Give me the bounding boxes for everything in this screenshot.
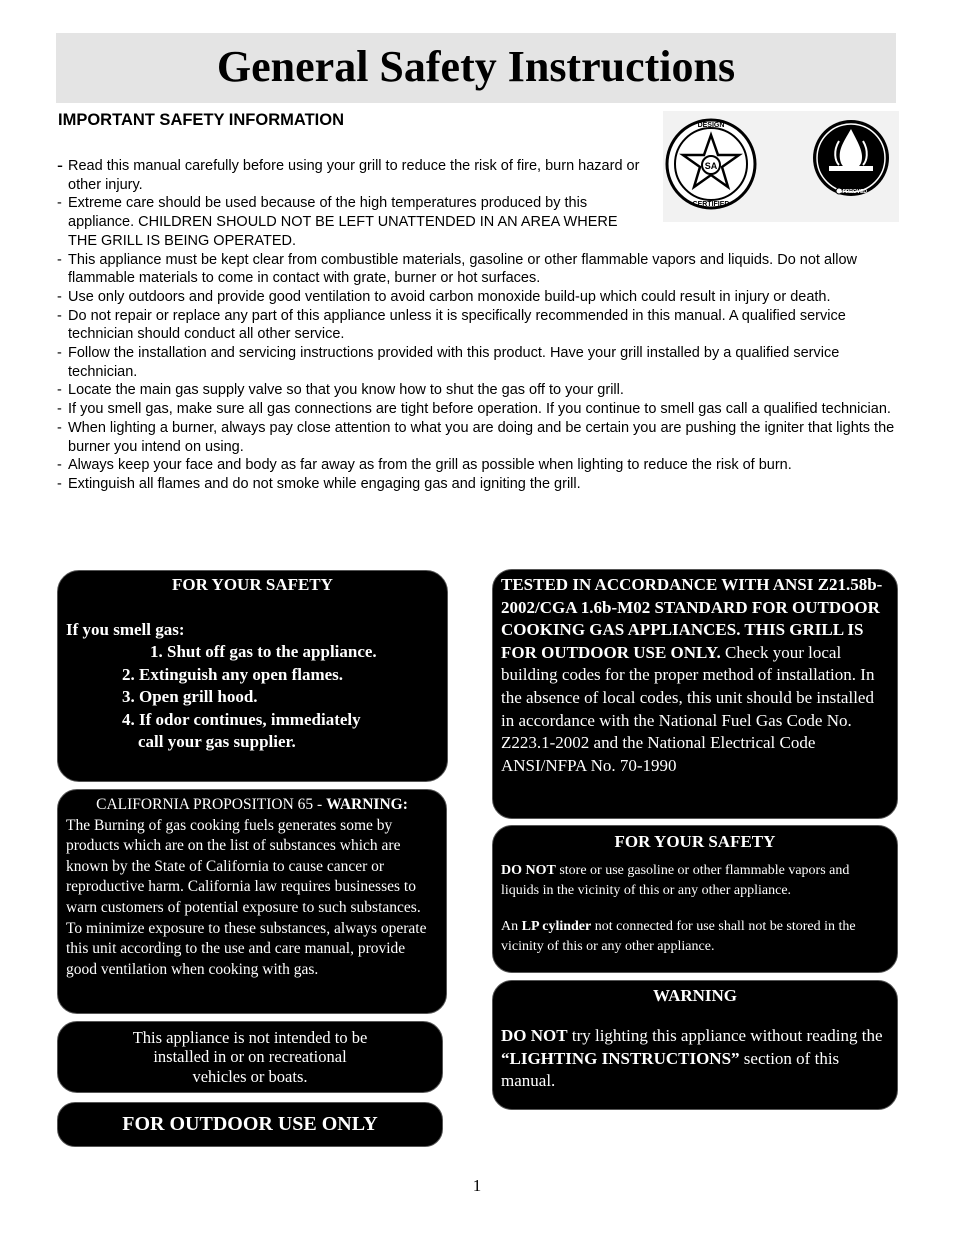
- list-item: - Always keep your face and body as far away as from the grill as possible when lighting to reduce the risk of burn.: [57, 456, 903, 475]
- outdoor-use-box: FOR OUTDOOR USE ONLY: [57, 1102, 443, 1147]
- page-title: General Safety Instructions: [216, 42, 736, 91]
- list-item: - This appliance must be kept clear from combustible materials, gasoline or other flammable vapors and liquids. Do not allow flammable materials to come in contact with grate, burner or hot surfaces.: [57, 251, 903, 288]
- storage-paragraph-2: [501, 917, 889, 956]
- storage-text: not connected for use shall not be stored in the vicinity of this or any other appliance.: [501, 919, 856, 954]
- step-item: 2. Extinguish any open flames.: [122, 664, 344, 684]
- rv-line: This appliance is not intended to be: [132, 1028, 368, 1047]
- warning-text: try lighting this appliance without reading the: [567, 1026, 883, 1046]
- list-item: - Locate the main gas supply valve so that you know how to shut the gas off to your grill.: [57, 381, 903, 400]
- list-item: - If you smell gas, make sure all gas connections are tight before operation. If you continue to smell gas call a qualified technician.: [57, 400, 903, 419]
- flame-seal-bottom: APPROVED: [838, 189, 868, 195]
- rv-line: vehicles or boats.: [192, 1066, 308, 1086]
- prop65-heading: CALIFORNIA PROPOSITION 65 -: [96, 796, 327, 813]
- step-item: 4. If odor continues, immediately: [122, 709, 361, 729]
- csa-seal-center: SA: [704, 161, 718, 171]
- list-item: - Use only outdoors and provide good ventilation to avoid carbon monoxide build-up which could result in injury or death.: [57, 288, 903, 307]
- list-item: - When lighting a burner, always pay close attention to what you are doing and be certain you are pushing the igniter that lights the burner you intend on using.: [57, 419, 903, 456]
- lp-cylinder-label: LP cylinder: [521, 919, 592, 935]
- list-item: - Follow the installation and servicing instructions provided with this product. Have your grill installed by a qualified service technician.: [57, 344, 903, 381]
- lighting-warning-text: [501, 1025, 889, 1092]
- page-number: 1: [472, 1176, 482, 1195]
- box-intro: If you smell gas:: [66, 619, 185, 639]
- rv-line: installed in or on recreational: [153, 1047, 347, 1067]
- csa-seal-bottom: CERTIFIED: [692, 201, 730, 208]
- lighting-warning-box: [492, 980, 898, 1110]
- box-heading: FOR YOUR SAFETY: [172, 575, 333, 594]
- storage-paragraph-1: [501, 861, 889, 900]
- do-not-label: DO NOT: [501, 863, 556, 878]
- list-item: - Extinguish all flames and do not smoke while engaging gas and igniting the grill.: [57, 475, 903, 494]
- step-item: 3. Open grill hood.: [122, 687, 258, 706]
- important-safety-heading: IMPORTANT SAFETY INFORMATION: [58, 111, 344, 129]
- do-not-label: DO NOT: [501, 1026, 568, 1046]
- rv-notice-box: [57, 1021, 443, 1093]
- box-heading: [66, 795, 438, 816]
- gas-smell-safety-box: [57, 570, 448, 782]
- prop65-body: The Burning of gas cooking fuels generates some by products which are on the list of substances which are known by the State of California to cause cancer or reproductive harm. California law requires businesses to warn customers of potential exposure to such substances. To minimize exposure to these substances, always operate this unit according to the use and care manual, provide good ventilation when cooking with gas.: [66, 816, 427, 978]
- title-bar: [56, 33, 896, 103]
- step-item: 1. Shut off gas to the appliance.: [150, 642, 377, 661]
- storage-text: store or use gasoline or other flammable vapors and liquids in the vicinity of this or any other appliance.: [501, 863, 850, 898]
- lighting-instructions-label: “LIGHTING INSTRUCTIONS”: [501, 1048, 740, 1068]
- list-item: - Extreme care should be used because of the high temperatures produced by this appliance. CHILDREN SHOULD NOT BE LEFT UNATTENDED IN AN AREA WHERE THE GRILL IS BEING OPERATED.: [57, 194, 642, 250]
- list-item: - Read this manual carefully before using your grill to reduce the risk of fire, burn hazard or other injury.: [57, 157, 642, 194]
- list-item: - Do not repair or replace any part of this appliance unless it is specifically recommended in this manual. A qualified service technician should conduct all other service.: [57, 307, 903, 344]
- warning-text: section of this manual.: [501, 1048, 840, 1091]
- ansi-bold-text: TESTED IN ACCORDANCE WITH ANSI Z21.58b-2002/CGA 1.6b-M02 STANDARD FOR OUTDOOR COOKING GAS APPLIANCES. THIS GRILL IS FOR OUTDOOR USE ONLY.: [501, 575, 883, 662]
- box-heading: FOR YOUR SAFETY: [614, 832, 776, 851]
- box-heading: WARNING: [652, 986, 738, 1005]
- prop65-warning-box: [57, 789, 447, 1014]
- prop65-warning-label: WARNING:: [326, 796, 408, 813]
- step-item: call your gas supplier.: [138, 732, 296, 751]
- ansi-standard-box: [492, 569, 898, 819]
- safety-bullet-list: [57, 157, 903, 494]
- ansi-body-text: Check your local building codes for the proper method of installation. In the absence of local codes, this unit should be installed in accordance with the National Fuel Gas Code No. Z223.1-2002 and the National Electrical Code ANSI/NFPA No. 70-1990: [501, 642, 875, 775]
- csa-seal-top: DESIGN: [697, 122, 725, 129]
- storage-safety-box: [492, 825, 898, 973]
- storage-prefix: An: [501, 919, 522, 935]
